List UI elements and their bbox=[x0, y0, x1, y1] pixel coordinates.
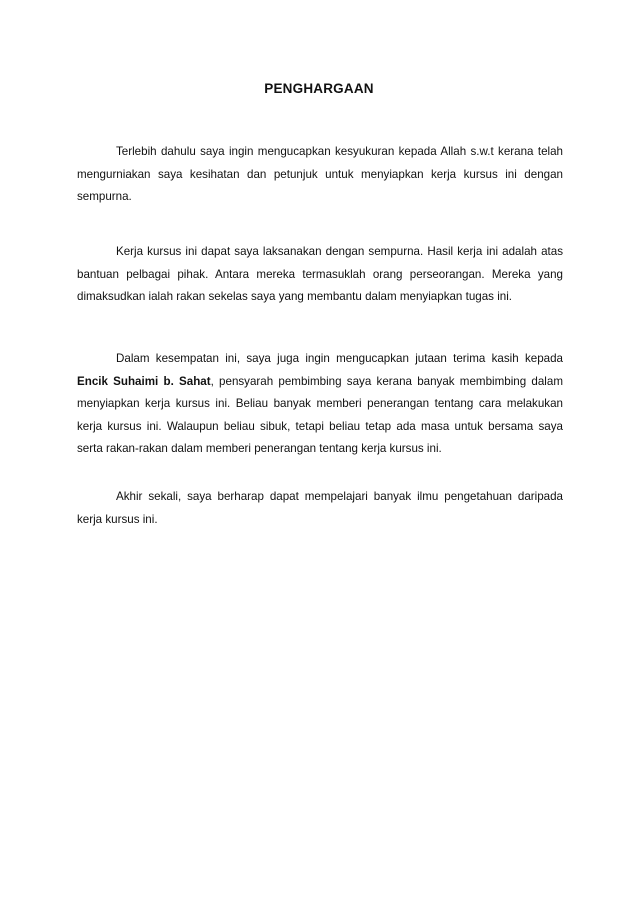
paragraph-thanks-lecturer bbox=[77, 348, 563, 461]
paragraph-help-classmates: Kerja kursus ini dapat saya laksanakan dengan sempurna. Hasil kerja ini adalah atas bantuan pelbagai pihak. Antara mereka termasuklah orang perseorangan. Mereka yang dimaksudkan ialah rakan sekelas saya yang membantu dalam menyiapkan tugas ini. bbox=[77, 245, 563, 303]
page-title: PENGHARGAAN bbox=[264, 81, 374, 96]
lecturer-name: Encik Suhaimi b. Sahat bbox=[77, 374, 211, 388]
paragraph-thanks-lecturer-body: , pensyarah pembimbing saya kerana banyak membimbing dalam menyiapkan kerja kursus ini. Beliau banyak memberi penerangan tentang cara melakukan kerja kursus ini. Walaupun beliau sibuk, tetapi beliau tetap ada masa untuk bersama saya serta rakan-rakan dalam memberi penerangan tentang kerja kursus ini. bbox=[77, 374, 563, 455]
paragraph-gratitude-allah: Terlebih dahulu saya ingin mengucapkan kesyukuran kepada Allah s.w.t kerana telah mengurniakan saya kesihatan dan petunjuk untuk menyiapkan kerja kursus ini dengan sempurna. bbox=[77, 145, 563, 203]
paragraph-closing: Akhir sekali, saya berharap dapat mempelajari banyak ilmu pengetahuan daripada kerja kursus ini. bbox=[77, 490, 563, 526]
paragraph-thanks-lecturer-intro: Dalam kesempatan ini, saya juga ingin mengucapkan jutaan terima kasih kepada bbox=[116, 352, 563, 365]
